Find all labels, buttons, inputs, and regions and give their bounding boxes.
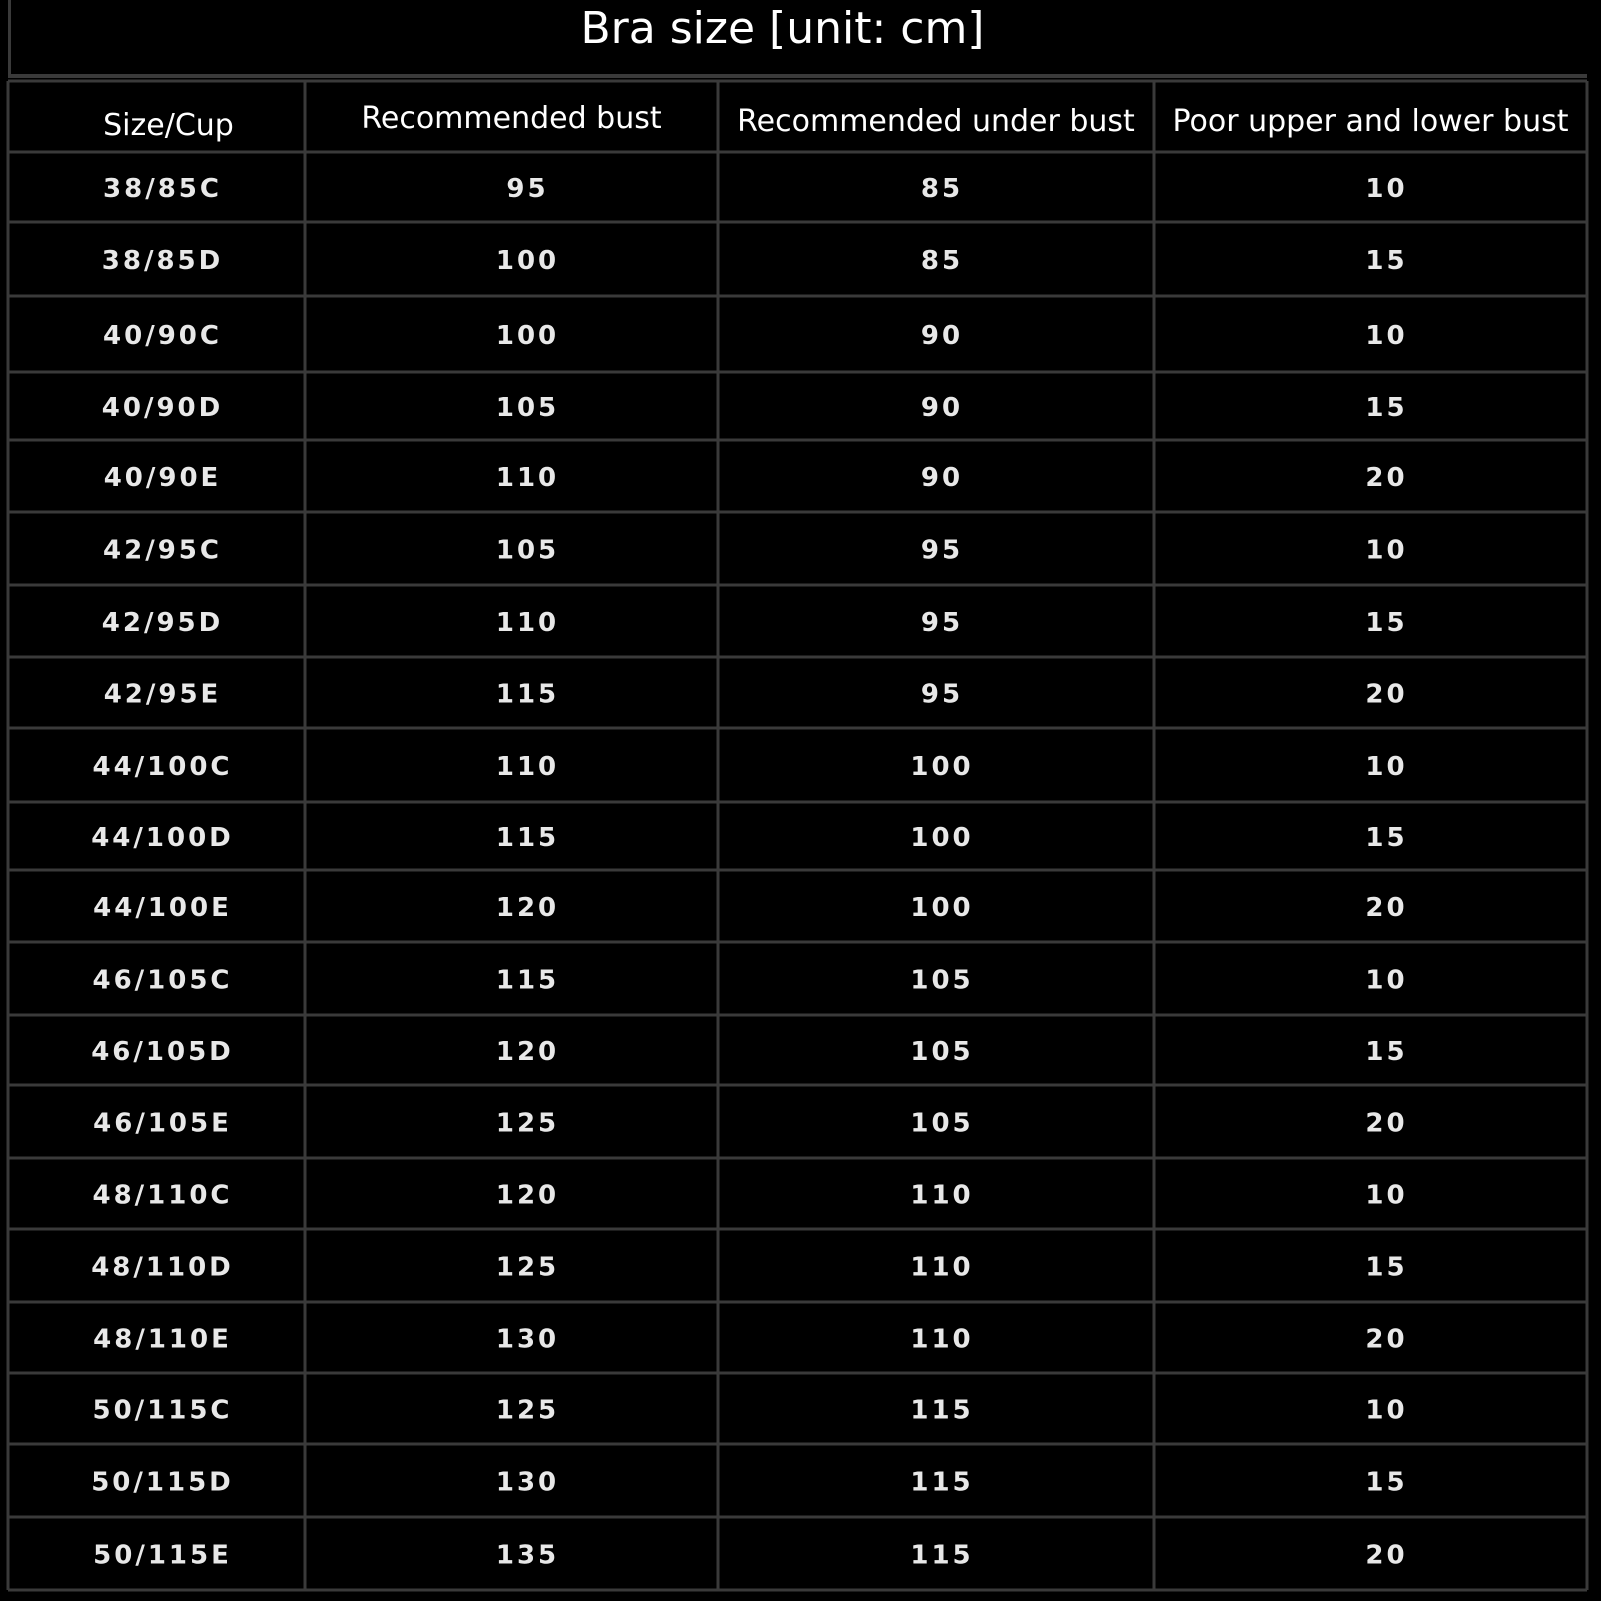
poor-upper-lower-bust-cell: 20 (1365, 1108, 1408, 1139)
header-poor-upper-lower-bust: Poor upper and lower bust (1172, 104, 1569, 139)
size-cup-cell: 48/110C (92, 1180, 233, 1211)
poor-upper-lower-bust-cell: 20 (1365, 1324, 1408, 1355)
recommended-bust-cell: 125 (495, 1108, 560, 1139)
recommended-under-bust-cell: 115 (910, 1540, 974, 1571)
table-row (102, 246, 1408, 276)
table-row (91, 1037, 1407, 1067)
recommended-bust-cell: 115 (495, 965, 560, 996)
table-row (93, 1109, 1407, 1139)
recommended-under-bust-cell: 110 (910, 1180, 974, 1211)
recommended-under-bust-cell: 85 (920, 246, 964, 276)
poor-upper-lower-bust-cell: 10 (1365, 752, 1408, 782)
table-body (91, 174, 1407, 1571)
recommended-bust-cell: 100 (495, 246, 560, 276)
size-cup-cell: 50/115C (92, 1395, 233, 1426)
size-cup-cell: 46/105C (92, 965, 233, 996)
size-cup-cell: 42/95C (103, 535, 222, 566)
recommended-bust-cell: 130 (495, 1467, 560, 1498)
poor-upper-lower-bust-cell: 20 (1365, 463, 1408, 493)
size-cup-cell: 40/90D (101, 393, 224, 423)
size-cup-cell: 46/105D (91, 1037, 234, 1067)
table-row (91, 823, 1407, 853)
table-row (104, 680, 1408, 710)
recommended-bust-cell: 110 (495, 463, 560, 493)
table-header-row (103, 101, 1569, 143)
recommended-bust-cell: 110 (495, 752, 560, 782)
size-cup-cell: 44/100D (91, 823, 234, 853)
recommended-bust-cell: 95 (506, 174, 549, 204)
size-cup-cell: 44/100E (93, 893, 232, 923)
recommended-under-bust-cell: 100 (910, 823, 974, 853)
size-cup-cell: 50/115E (93, 1540, 232, 1571)
poor-upper-lower-bust-cell: 20 (1365, 1540, 1408, 1571)
table-row (102, 393, 1408, 423)
table-row (93, 1541, 1407, 1571)
header-recommended-under-bust: Recommended under bust (737, 104, 1135, 139)
table-row (91, 1253, 1407, 1283)
recommended-bust-cell: 105 (495, 393, 560, 423)
size-cup-cell: 48/110E (93, 1324, 232, 1355)
size-cup-cell: 38/85D (101, 246, 224, 276)
poor-upper-lower-bust-cell: 15 (1365, 1037, 1408, 1067)
poor-upper-lower-bust-cell: 10 (1365, 321, 1408, 351)
table-row (103, 536, 1408, 566)
recommended-under-bust-cell: 85 (920, 174, 964, 204)
recommended-under-bust-cell: 110 (910, 1324, 974, 1355)
header-size-cup: Size/Cup (103, 108, 234, 143)
poor-upper-lower-bust-cell: 20 (1365, 679, 1408, 710)
poor-upper-lower-bust-cell: 20 (1365, 893, 1408, 923)
size-cup-cell: 46/105E (93, 1108, 232, 1139)
poor-upper-lower-bust-cell: 10 (1365, 535, 1408, 566)
poor-upper-lower-bust-cell: 15 (1365, 823, 1408, 853)
table-row (102, 608, 1408, 638)
recommended-under-bust-cell: 90 (920, 321, 964, 351)
recommended-under-bust-cell: 95 (920, 608, 964, 638)
recommended-under-bust-cell: 90 (920, 463, 964, 493)
table-row (92, 1396, 1407, 1426)
table-row (93, 893, 1407, 923)
table-row (91, 1468, 1407, 1498)
poor-upper-lower-bust-cell: 10 (1365, 174, 1408, 204)
size-cup-cell: 48/110D (91, 1252, 234, 1283)
recommended-under-bust-cell: 100 (910, 752, 974, 782)
recommended-under-bust-cell: 90 (920, 393, 964, 423)
recommended-bust-cell: 120 (495, 893, 560, 923)
size-cup-cell: 40/90E (103, 463, 222, 493)
recommended-under-bust-cell: 110 (910, 1252, 974, 1283)
poor-upper-lower-bust-cell: 10 (1365, 1180, 1408, 1211)
recommended-under-bust-cell: 100 (910, 893, 974, 923)
size-cup-cell: 40/90C (103, 321, 222, 351)
table-row (92, 752, 1407, 782)
recommended-bust-cell: 110 (495, 608, 560, 638)
poor-upper-lower-bust-cell: 10 (1365, 1395, 1408, 1426)
poor-upper-lower-bust-cell: 15 (1365, 1467, 1408, 1498)
poor-upper-lower-bust-cell: 15 (1365, 393, 1408, 423)
recommended-under-bust-cell: 105 (910, 1037, 974, 1067)
table-row (103, 321, 1408, 351)
table-row (104, 463, 1408, 493)
table-grid (8, 81, 1587, 1590)
recommended-bust-cell: 125 (495, 1395, 560, 1426)
size-cup-cell: 42/95E (103, 679, 222, 710)
poor-upper-lower-bust-cell: 15 (1365, 246, 1408, 276)
recommended-bust-cell: 100 (495, 321, 560, 351)
table-title: Bra size [unit: cm] (580, 3, 985, 54)
poor-upper-lower-bust-cell: 15 (1365, 1252, 1408, 1283)
header-recommended-bust: Recommended bust (361, 101, 662, 136)
recommended-bust-cell: 130 (495, 1324, 560, 1355)
recommended-bust-cell: 135 (495, 1540, 560, 1571)
size-cup-cell: 44/100C (92, 752, 233, 782)
table-row (93, 1325, 1407, 1355)
recommended-bust-cell: 120 (495, 1037, 560, 1067)
recommended-under-bust-cell: 115 (910, 1467, 974, 1498)
recommended-under-bust-cell: 105 (910, 965, 974, 996)
recommended-bust-cell: 115 (495, 679, 560, 710)
recommended-under-bust-cell: 115 (910, 1395, 974, 1426)
recommended-under-bust-cell: 105 (910, 1108, 974, 1139)
size-cup-cell: 38/85C (103, 174, 222, 204)
recommended-bust-cell: 120 (495, 1180, 560, 1211)
recommended-bust-cell: 115 (495, 823, 560, 853)
recommended-bust-cell: 125 (495, 1252, 560, 1283)
recommended-under-bust-cell: 95 (920, 679, 964, 710)
recommended-under-bust-cell: 95 (920, 535, 964, 566)
recommended-bust-cell: 105 (495, 535, 560, 566)
poor-upper-lower-bust-cell: 15 (1365, 608, 1408, 638)
table-row (92, 966, 1407, 996)
size-cup-cell: 50/115D (91, 1467, 234, 1498)
size-cup-cell: 42/95D (101, 608, 224, 638)
table-row (92, 1181, 1407, 1211)
table-row (103, 174, 1408, 204)
poor-upper-lower-bust-cell: 10 (1365, 965, 1408, 996)
